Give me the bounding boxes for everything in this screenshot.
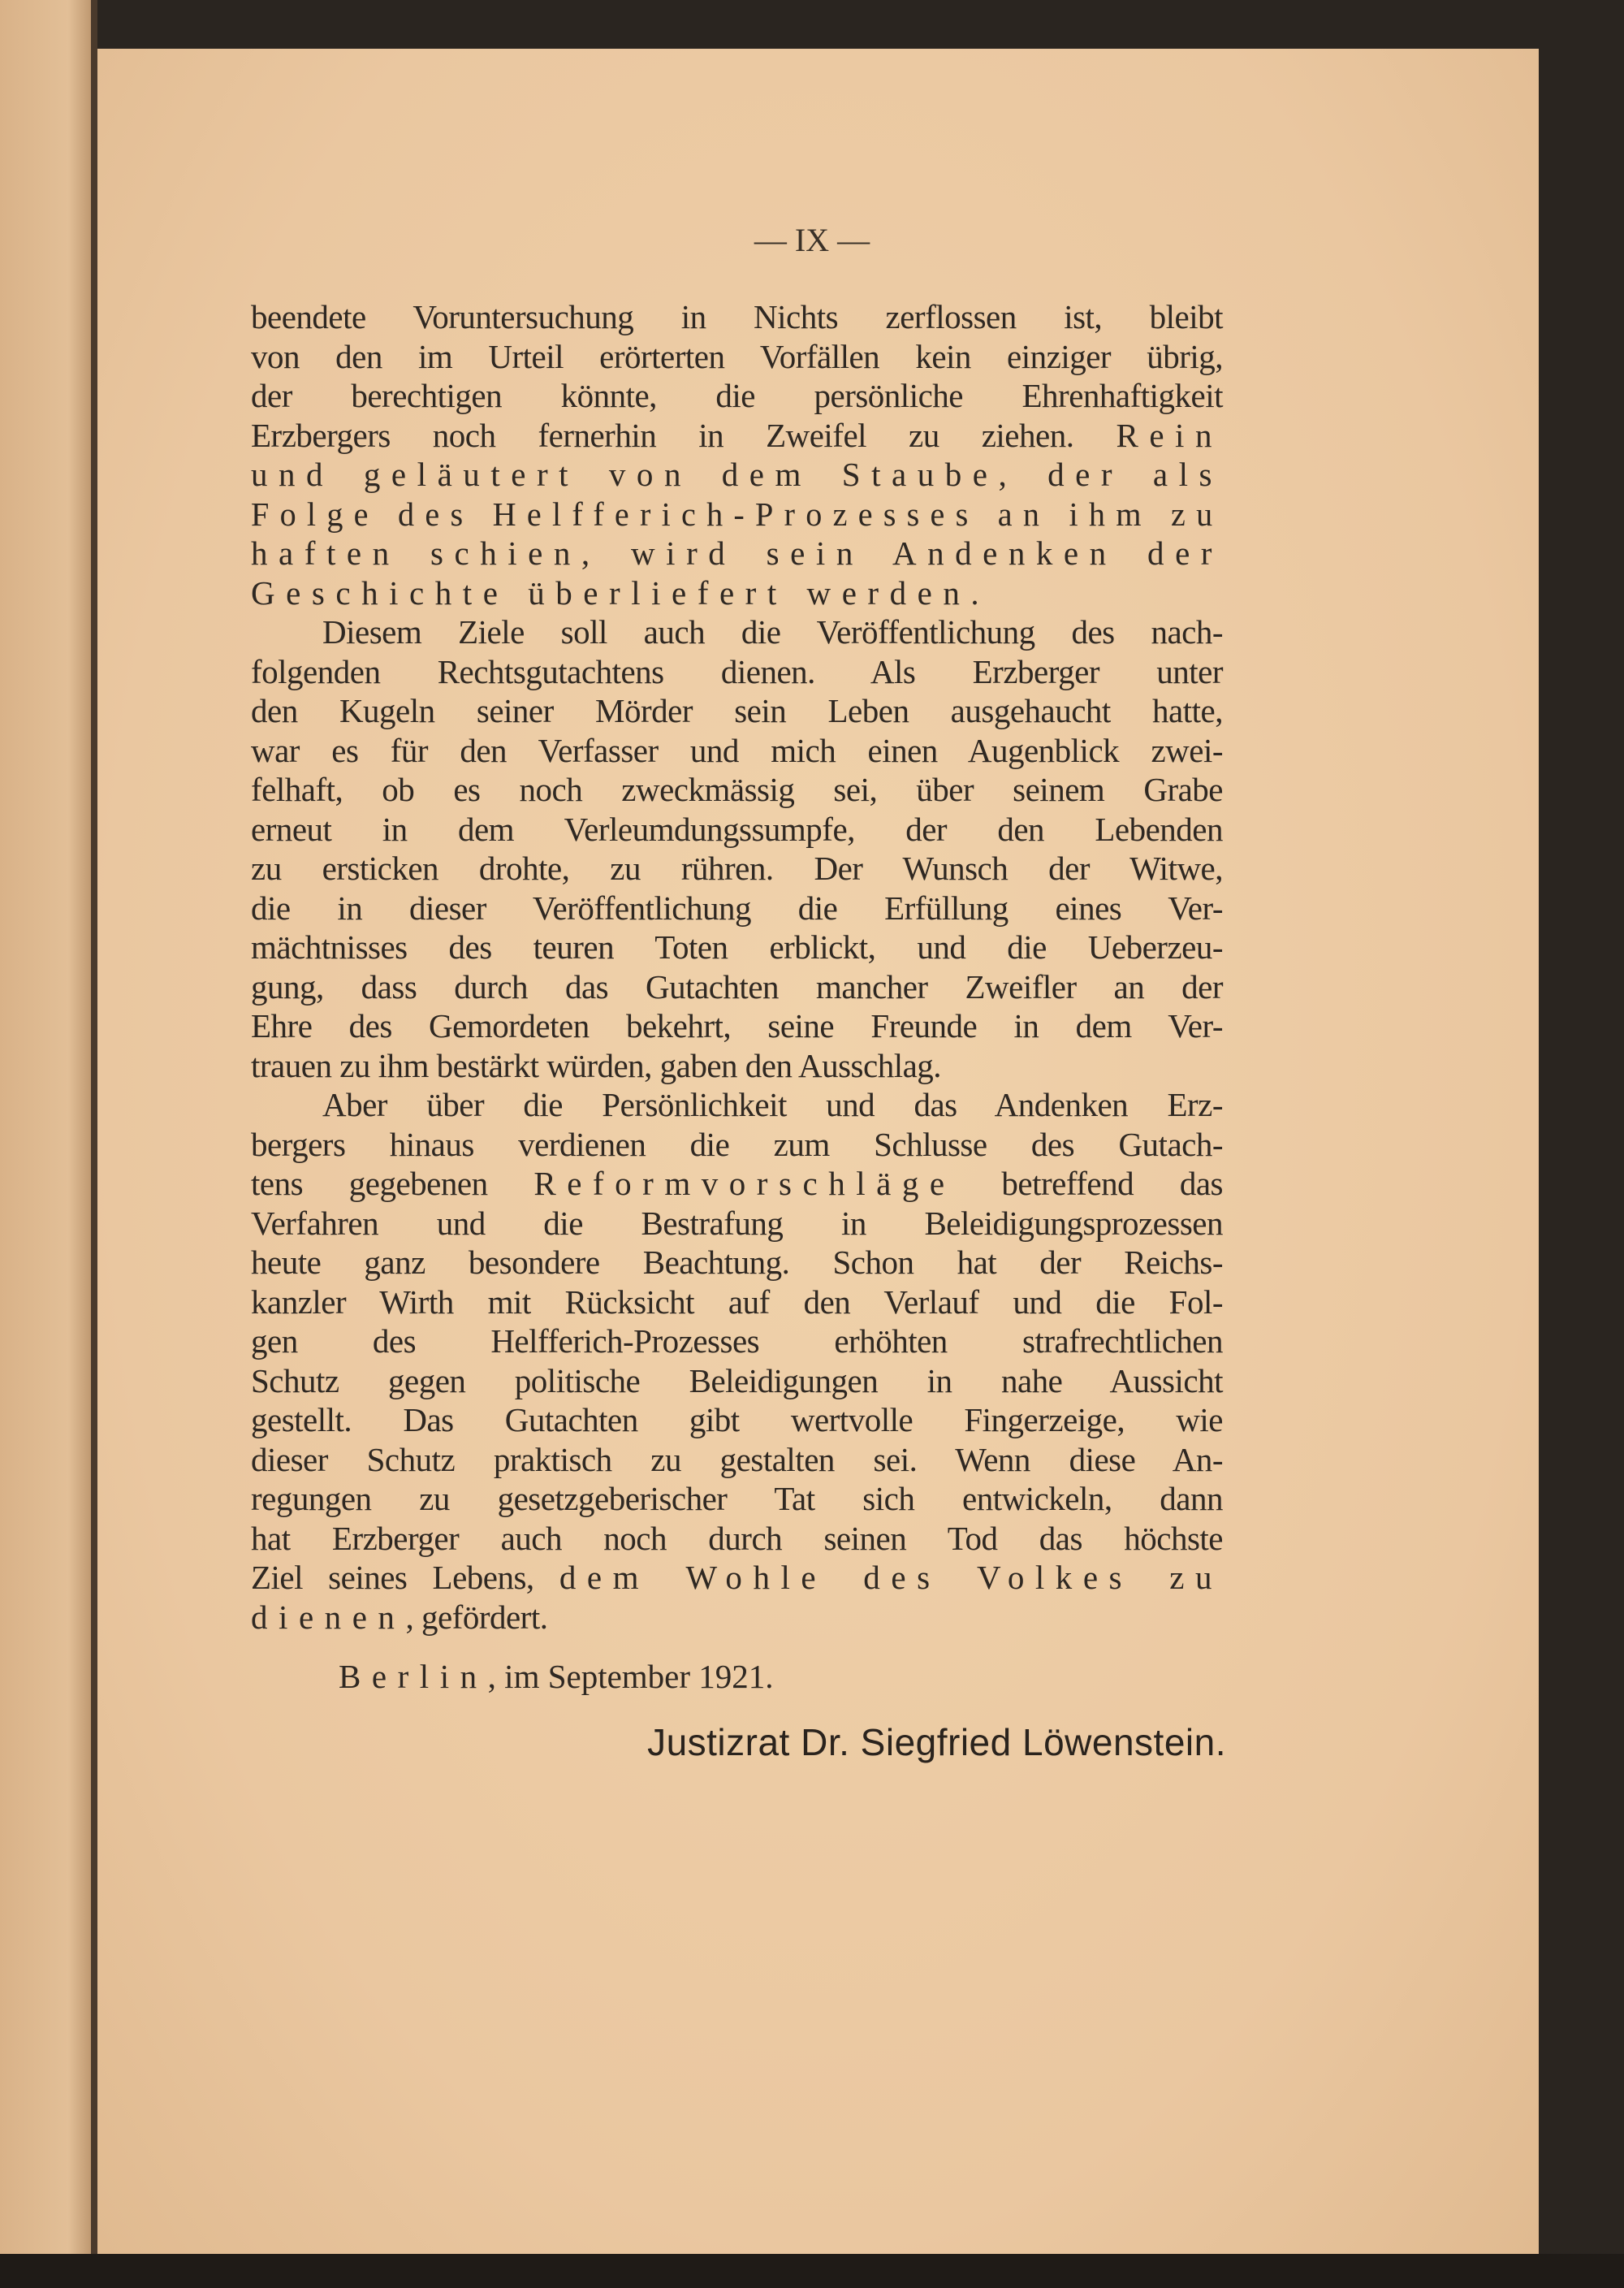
text-line	[251, 376, 1223, 416]
text-line	[251, 612, 1223, 652]
text-segment: gestellt. Das Gutachten gibt wertvolle Fingerzeige, wie	[251, 1401, 1223, 1438]
text-line	[251, 495, 1223, 534]
text-segment: dieser Schutz praktisch zu gestalten sei. Wenn diese An-	[251, 1440, 1223, 1478]
book-gutter	[91, 0, 97, 2288]
text-segment: , gefördert.	[405, 1598, 548, 1636]
text-segment: trauen zu ihm bestärkt würden, gaben den Ausschlag.	[251, 1046, 942, 1084]
text-line	[251, 967, 1223, 1007]
text-line	[251, 1006, 1223, 1046]
text-segment: kanzler Wirth mit Rücksicht auf den Verlauf und die Fol-	[251, 1282, 1223, 1321]
text-line	[251, 1282, 1223, 1322]
text-segment: der berechtigen könnte, die persönliche Ehrenhaftigkeit	[251, 377, 1223, 414]
facing-page-edge	[0, 0, 97, 2288]
text-line	[251, 652, 1223, 692]
date: , im September 1921.	[487, 1658, 774, 1695]
emphasized-text: haften schien, wird sein Andenken der	[251, 534, 1223, 572]
place-date	[339, 1657, 774, 1696]
text-segment: erneut in dem Verleumdungssumpfe, der den Lebenden	[251, 810, 1223, 848]
text-line	[251, 573, 1223, 613]
body-text	[251, 297, 1223, 1637]
text-line	[251, 731, 1223, 771]
scan-background	[0, 2254, 1624, 2288]
signature: Justizrat Dr. Siegfried Löwenstein.	[647, 1721, 1226, 1763]
text-segment: betreffend das	[955, 1165, 1223, 1202]
text-line	[251, 1321, 1223, 1361]
text-segment: hat Erzberger auch noch durch seinen Tod das höchste	[251, 1519, 1223, 1557]
text-line	[251, 416, 1223, 456]
text-segment: Aber über die Persönlichkeit und das Andenken Erz-	[322, 1086, 1223, 1123]
text-segment: gen des Helfferich-Prozesses erhöhten strafrechtlichen	[251, 1322, 1223, 1360]
text-line	[251, 691, 1223, 731]
text-line	[251, 849, 1223, 889]
text-line	[251, 1361, 1223, 1401]
emphasized-text: dem Wohle des Volkes zu	[559, 1559, 1223, 1596]
text-line	[251, 1558, 1223, 1598]
text-segment: von den im Urteil erörterten Vorfällen kein einziger übrig,	[251, 337, 1223, 375]
text-segment: war es für den Verfasser und mich einen Augenblick zwei-	[251, 731, 1223, 769]
text-line	[251, 534, 1223, 573]
text-segment: den Kugeln seiner Mörder sein Leben ausgehaucht hatte,	[251, 692, 1223, 729]
text-line	[251, 810, 1223, 850]
text-segment: gung, dass durch das Gutachten mancher Zweifler an der	[251, 967, 1223, 1006]
page-number: — IX —	[754, 222, 870, 258]
text-segment: Ehre des Gemordeten bekehrt, seine Freunde in dem Ver-	[251, 1007, 1223, 1045]
text-line	[251, 1440, 1223, 1480]
text-line	[251, 1400, 1223, 1440]
emphasized-text: Reformvorschläge	[533, 1165, 956, 1202]
text-segment: Erzbergers noch fernerhin in Zweifel zu ziehen.	[251, 416, 1116, 454]
text-line	[251, 1164, 1223, 1204]
text-line	[251, 1479, 1223, 1519]
text-segment: zu ersticken drohte, zu rühren. Der Wunsch der Witwe,	[251, 850, 1223, 887]
text-line	[251, 1519, 1223, 1559]
text-segment: regungen zu gesetzgeberischer Tat sich entwickeln, dann	[251, 1480, 1223, 1517]
emphasized-text: dienen	[251, 1598, 406, 1636]
text-segment: Diesem Ziele soll auch die Veröffentlichung des nach-	[322, 613, 1223, 651]
text-line	[251, 770, 1223, 810]
text-line	[251, 1598, 1223, 1637]
text-segment: felhaft, ob es noch zweckmässig sei, über seinem Grabe	[251, 771, 1223, 808]
text-line	[251, 297, 1223, 337]
text-segment: Ziel seines Lebens,	[251, 1559, 559, 1596]
emphasized-text: Geschichte überliefert werden.	[251, 573, 991, 612]
text-segment: tens gegebenen	[251, 1165, 534, 1202]
text-line	[251, 1243, 1223, 1282]
emphasized-text: und geläutert von dem Staube, der als	[251, 456, 1223, 493]
text-line	[251, 1085, 1223, 1125]
emphasized-text: Rein	[1116, 416, 1223, 454]
place: Berlin	[339, 1658, 488, 1695]
text-segment: Schutz gegen politische Beleidigungen in nahe Aussicht	[251, 1361, 1223, 1399]
text-segment: die in dieser Veröffentlichung die Erfüllung eines Ver-	[251, 889, 1223, 927]
text-segment: beendete Voruntersuchung in Nichts zerflossen ist, bleibt	[251, 298, 1223, 335]
text-segment: folgenden Rechtsgutachtens dienen. Als Erzberger unter	[251, 652, 1223, 690]
text-line	[251, 455, 1223, 495]
text-segment: heute ganz besondere Beachtung. Schon hat der Reichs-	[251, 1243, 1223, 1281]
text-segment: Verfahren und die Bestrafung in Beleidigungsprozessen	[251, 1204, 1223, 1242]
text-line	[251, 928, 1223, 967]
text-line	[251, 889, 1223, 928]
text-line	[251, 1125, 1223, 1165]
text-segment: mächtnisses des teuren Toten erblickt, und die Ueberzeu-	[251, 928, 1223, 966]
text-segment: bergers hinaus verdienen die zum Schlusse des Gutach-	[251, 1125, 1223, 1163]
text-line	[251, 337, 1223, 377]
text-line	[251, 1204, 1223, 1243]
emphasized-text: Folge des Helfferich-Prozesses an ihm zu	[251, 495, 1224, 533]
text-line	[251, 1046, 1223, 1086]
